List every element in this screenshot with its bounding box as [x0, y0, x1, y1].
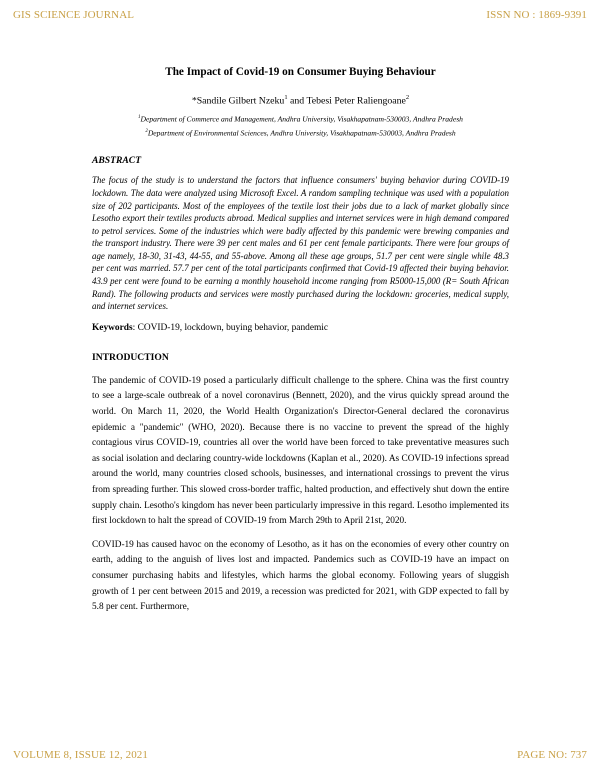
paper-title: The Impact of Covid-19 on Consumer Buying Behaviour: [165, 66, 436, 78]
keywords-line: [92, 323, 509, 333]
intro-paragraph-1: The pandemic of COVID-19 posed a particularly difficult challenge to the sphere. China was the first country to see a large-scale outbreak of a novel coronavirus (Bennett, 2020), and the virus quickly spread around the world. On March 11, 2020, the World Health Organization's Director-General declared the coronavirus epidemic a "pandemic" (WHO, 2020). Because there is no vaccine to prevent the spread of the highly contagious virus COVID-19, countries all over the world have been forced to take preventative measures such as social isolation and declaring country-wide lockdowns (Kaplan et al., 2020). As COVID-19 infections spread around the world, many countries closed schools, businesses, and international crossings to prevent the virus from spreading further. This slowed cross-border traffic, halted production, and effectively shut down the entire supply chain. Lesotho's kingdom has never been particularly impressive in this regard. Lesotho implemented its first lockdown to halt the spread of COVID-19 from March 29th to April 21st, 2020.: [92, 375, 509, 527]
keywords-label: Keywords: [92, 322, 133, 333]
author-1: *Sandile Gilbert Nzeku: [191, 95, 285, 107]
issn-number: ISSN NO : 1869-9391: [486, 9, 587, 21]
affiliation-1-sup: 1: [138, 115, 141, 121]
keywords-text: : COVID-19, lockdown, buying behavior, pandemic: [132, 322, 329, 333]
author-2: Tebesi Peter Raliengoane: [306, 95, 406, 107]
abstract-text: The focus of the study is to understand the factors that influence consumers' buying behavior during COVID-19 lockdown. The data were analyzed using Microsoft Excel. A random sampling technique was used with a population size of 202 participants. Most of the employees of the textile lost their jobs due to a lack of market globally since Lesotho export their textiles products abroad. Medical supplies and internet services were in high demand compared to petrol services. Some of the industries which were badly affected by this pandemic were brewing companies and the transport industry. There were 39 per cent males and 61 per cent female participants. There were four groups of age namely, 18-30, 31-43, 44-55, and 55-above. Among all these age groups, 51.7 per cent were single while 48.3 per cent was married. 57.7 per cent of the total participants confirmed that Covid-19 affected their buying behavior. 43.9 per cent were found to be earning a monthly household income ranging from R5000-15,000 (R= South African Rand). The following products and services were mostly purchased during the lockdown: groceries, medical supply, and internet services.: [92, 175, 509, 312]
journal-name: GIS SCIENCE JOURNAL: [13, 9, 135, 21]
affiliation-1-text: Department of Commerce and Management, Andhra University, Visakhapatnam-530003, Andhra Pradesh: [140, 114, 463, 124]
introduction-heading: INTRODUCTION: [92, 351, 169, 363]
author-2-sup: 2: [405, 94, 410, 101]
author-1-sup: 1: [284, 94, 288, 101]
paper-content: [92, 66, 509, 616]
page-footer: [13, 749, 587, 761]
intro-paragraph-2: COVID-19 has caused havoc on the economy of Lesotho, as it has on the economies of every other country on earth, adding to the anguish of lives lost and impacted. Pandemics such as COVID-19 have an impact on consumer purchasing habits and lifestyles, which harms the global economy. Following years of sluggish growth of 1 per cent between 2015 and 2019, a recession was predicted for 2021, with GDP expected to fall by 5.8 per cent. Furthermore,: [92, 539, 509, 613]
affiliation-2: [92, 126, 509, 140]
affiliation-2-sup: 2: [145, 128, 148, 134]
page-header: [13, 9, 587, 21]
affiliation-1: [92, 112, 509, 126]
author-and: and: [287, 95, 307, 107]
affiliation-2-text: Department of Environmental Sciences, Andhra University, Visakhapatnam-530003, Andhra Pradesh: [147, 128, 456, 138]
volume-info: VOLUME 8, ISSUE 12, 2021: [13, 749, 149, 761]
abstract-heading: ABSTRACT: [92, 155, 142, 167]
author-line: [92, 94, 509, 106]
page-number: PAGE NO: 737: [517, 749, 587, 761]
